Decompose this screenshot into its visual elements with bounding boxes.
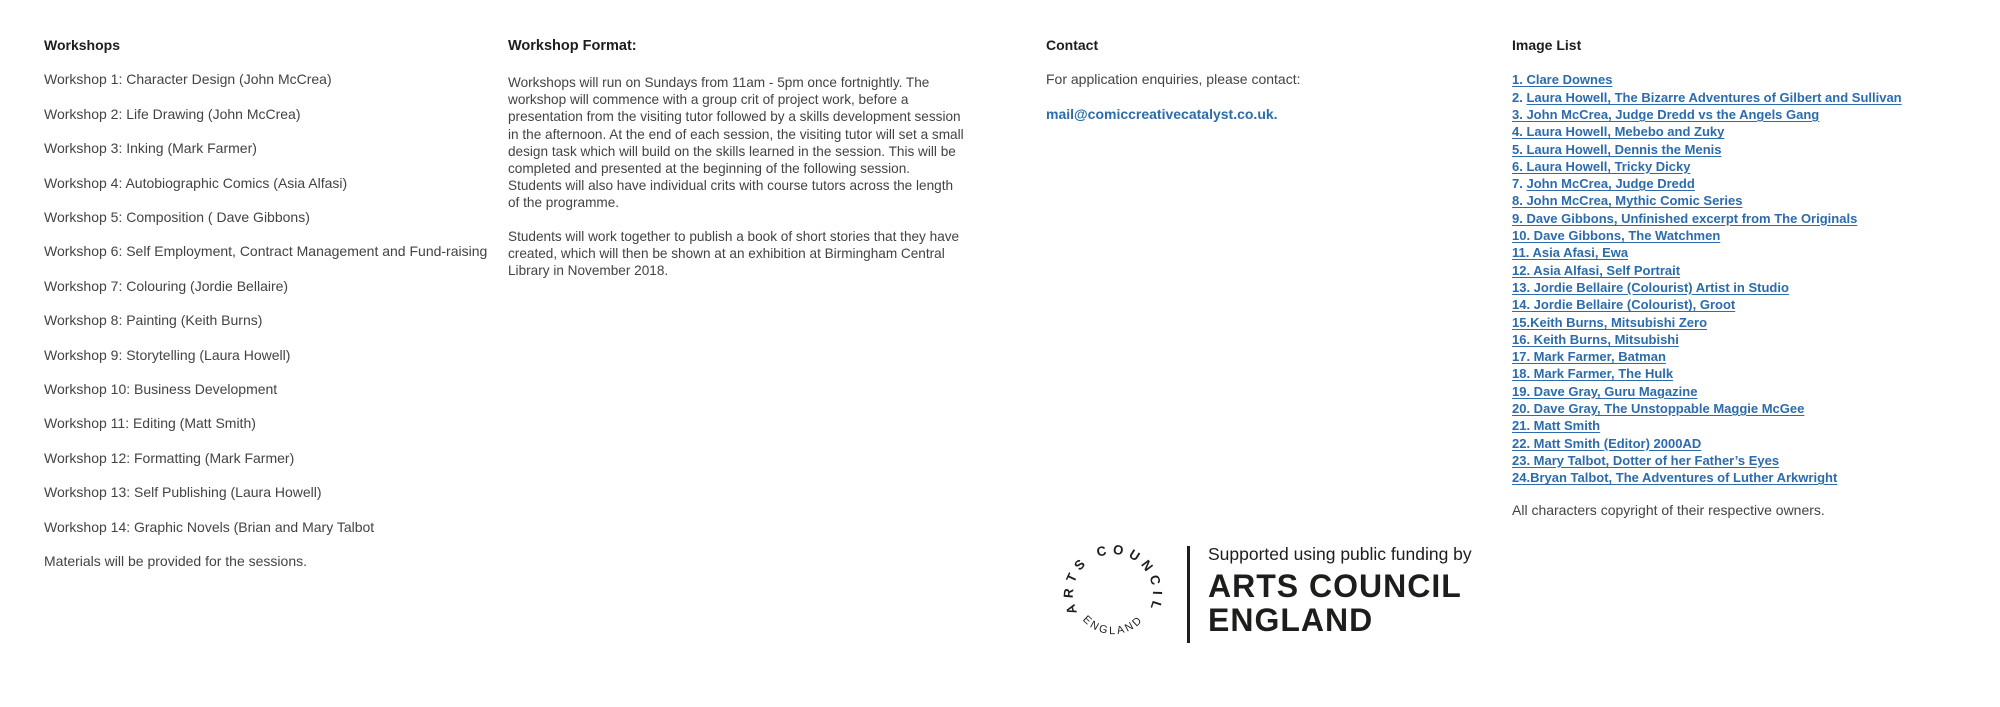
image-list-item-link[interactable]: 4. Laura Howell, Mebebo and Zuky xyxy=(1512,124,1725,140)
workshop-item: Workshop 7: Colouring (Jordie Bellaire) xyxy=(44,277,289,294)
image-list-item-link[interactable]: 13. Jordie Bellaire (Colourist) Artist in Studio xyxy=(1512,279,1789,295)
image-list-item xyxy=(1512,227,1902,244)
svg-text:ENGLAND xyxy=(1080,613,1146,637)
image-list-item xyxy=(1512,331,1902,348)
image-list-item-link[interactable]: 16. Keith Burns, Mitsubishi xyxy=(1512,331,1679,347)
image-list-item-link[interactable]: 12. Asia Alfasi, Self Portrait xyxy=(1512,262,1681,278)
image-list-item-link[interactable]: 8. John McCrea, Mythic Comic Series xyxy=(1512,193,1743,209)
image-list-item xyxy=(1512,348,1902,365)
contact-heading: Contact xyxy=(1046,37,1099,53)
image-list-item-link[interactable]: 21. Matt Smith xyxy=(1512,418,1601,434)
logo-divider xyxy=(1187,546,1190,643)
image-list-item xyxy=(1512,106,1902,123)
workshops-list xyxy=(44,62,487,544)
svg-text:ARTS COUNCIL xyxy=(1061,542,1165,617)
arts-council-roundel-icon xyxy=(1056,540,1170,654)
image-list-item-link[interactable]: 20. Dave Gray, The Unstoppable Maggie McGee xyxy=(1512,401,1805,417)
image-list-item-link[interactable]: 23. Mary Talbot, Dotter of her Father’s Eyes xyxy=(1512,452,1780,468)
image-list-item xyxy=(1512,210,1902,227)
logo-tagline: Supported using public funding by xyxy=(1208,544,1472,564)
contact-line: For application enquiries, please contact: xyxy=(1046,71,1301,88)
image-list-item-link[interactable]: 15.Keith Burns, Mitsubishi Zero xyxy=(1512,314,1708,330)
workshops-column xyxy=(44,28,487,579)
image-list-item-link[interactable]: John McCrea, Judge Dredd xyxy=(1526,176,1695,192)
image-list-item xyxy=(1512,71,1902,88)
workshop-format-column xyxy=(508,36,966,295)
workshop-item: Workshop 2: Life Drawing (John McCrea) xyxy=(44,105,301,122)
image-list-item xyxy=(1512,400,1902,417)
arts-council-england-logo xyxy=(1056,538,1496,670)
workshop-item: Workshop 12: Formatting (Mark Farmer) xyxy=(44,449,295,466)
image-list-item-link[interactable]: 9. Dave Gibbons, Unfinished excerpt from The Originals xyxy=(1512,210,1858,226)
image-list-item xyxy=(1512,365,1902,382)
workshop-item: Workshop 4: Autobiographic Comics (Asia Alfasi) xyxy=(44,174,348,191)
image-list-heading: Image List xyxy=(1512,37,1582,53)
image-list-item xyxy=(1512,469,1902,486)
image-list-item xyxy=(1512,175,1902,192)
logo-wordmark xyxy=(1208,538,1508,670)
image-list-item xyxy=(1512,435,1902,452)
image-list-item-link[interactable]: 19. Dave Gray, Guru Magazine xyxy=(1512,383,1698,399)
copyright-note: All characters copyright of their respective owners. xyxy=(1512,501,1825,518)
image-list-item-link[interactable]: 17. Mark Farmer, Batman xyxy=(1512,349,1666,365)
image-list-item-number: 2. xyxy=(1512,89,1527,105)
logo-wordmark-line2: ENGLAND xyxy=(1208,602,1374,638)
image-list-item-link[interactable]: 11. Asia Afasi, Ewa xyxy=(1512,245,1629,261)
image-list-item xyxy=(1512,314,1902,331)
image-list-item-link[interactable]: 24.Bryan Talbot, The Adventures of Luther Arkwright xyxy=(1512,470,1838,486)
workshop-item: Workshop 11: Editing (Matt Smith) xyxy=(44,415,256,432)
contact-email-link[interactable]: mail@comiccreativecatalyst.co.uk. xyxy=(1046,105,1278,122)
workshop-item: Workshop 13: Self Publishing (Laura Howell) xyxy=(44,484,322,501)
roundel-bottom-text: ENGLAND xyxy=(1080,613,1146,638)
workshop-item: Workshop 3: Inking (Mark Farmer) xyxy=(44,140,257,157)
workshop-item: Workshop 10: Business Development xyxy=(44,381,278,398)
logo-wordmark-line1: ARTS COUNCIL xyxy=(1208,568,1462,604)
image-list-item xyxy=(1512,158,1902,175)
workshop-item: Workshop 5: Composition ( Dave Gibbons) xyxy=(44,209,310,226)
image-list-item-link[interactable]: 3. John McCrea, Judge Dredd vs the Angels Gang xyxy=(1512,107,1820,122)
image-list-item xyxy=(1512,296,1902,313)
image-list xyxy=(1512,71,1902,486)
workshops-heading: Workshops xyxy=(44,37,120,53)
image-list-item-link[interactable]: 14. Jordie Bellaire (Colourist), Groot xyxy=(1512,297,1736,313)
workshop-item: Workshop 1: Character Design (John McCrea) xyxy=(44,71,332,88)
workshop-item: Workshop 6: Self Employment, Contract Management and Fund-raising xyxy=(44,243,488,260)
image-list-item-link[interactable]: 1. Clare Downes xyxy=(1512,72,1613,88)
image-list-item xyxy=(1512,141,1902,158)
image-list-item xyxy=(1512,89,1902,106)
workshop-format-paragraph-2: Students will work together to publish a book of short stories that they have created, which will then be shown at an exhibition at Birmingham Central Library in November 2018. xyxy=(508,228,960,279)
image-list-column xyxy=(1512,28,1902,518)
image-list-item xyxy=(1512,417,1902,434)
image-list-item-link[interactable]: Laura Howell, The Bizarre Adventures of Gilbert and Sullivan xyxy=(1526,89,1902,105)
image-list-item-link[interactable]: 18. Mark Farmer, The Hulk xyxy=(1512,366,1674,382)
image-list-item xyxy=(1512,452,1902,469)
workshop-item: Workshop 9: Storytelling (Laura Howell) xyxy=(44,346,291,363)
image-list-item xyxy=(1512,192,1902,209)
workshop-item: Workshop 14: Graphic Novels (Brian and Mary Talbot xyxy=(44,518,375,535)
image-list-item-link[interactable]: 10. Dave Gibbons, The Watchmen xyxy=(1512,228,1721,244)
image-list-item-link[interactable]: 5. Laura Howell, Dennis the Menis xyxy=(1512,141,1722,157)
image-list-item-link[interactable]: 22. Matt Smith (Editor) 2000AD xyxy=(1512,435,1702,451)
contact-column xyxy=(1046,28,1300,131)
image-list-item xyxy=(1512,383,1902,400)
workshop-item: Workshop 8: Painting (Keith Burns) xyxy=(44,312,263,329)
image-list-item-number: 7. xyxy=(1512,176,1527,192)
workshop-format-paragraph-1: Workshops will run on Sundays from 11am - 5pm once fortnightly. The workshop will commence with a group crit of project work, before a presentation from the visiting tutor followed by a skills development session in the afternoon. At the end of each session, the visiting tutor will set a small design task which will build on the skills learned in the session. This will be completed and presented at the beginning of the following session. Students will also have individual crits with course tutors across the length of the programme. xyxy=(508,75,964,211)
materials-note: Materials will be provided for the sessions. xyxy=(44,553,308,570)
image-list-item xyxy=(1512,123,1902,140)
image-list-item-link[interactable]: 6. Laura Howell, Tricky Dicky xyxy=(1512,158,1691,174)
image-list-item xyxy=(1512,279,1902,296)
image-list-item xyxy=(1512,244,1902,261)
workshop-format-heading: Workshop Format: xyxy=(508,38,637,54)
image-list-item xyxy=(1512,262,1902,279)
roundel-top-text: ARTS COUNCIL xyxy=(1060,541,1166,617)
